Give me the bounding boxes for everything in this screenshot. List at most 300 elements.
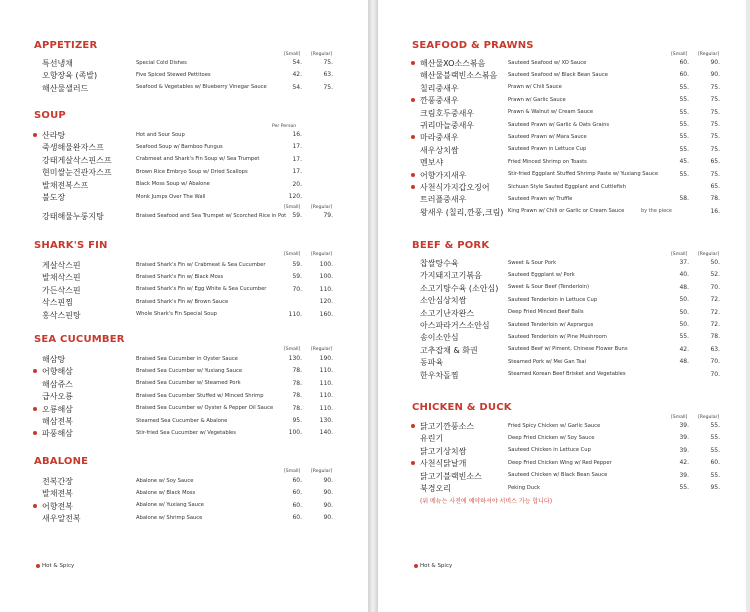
menu-item-row [378, 194, 746, 206]
menu-item-row [378, 132, 746, 144]
section-title: CHICKEN & DUCK [412, 402, 512, 413]
reservation-note: (위 메뉴는 사전에 예약하셔야 서비스 가능 합니다) [420, 498, 553, 506]
item-name-korean: 새우상치쌈 [420, 145, 459, 155]
item-price-regular: 75. [710, 83, 720, 91]
item-name-english: Abalone w/ Soy Sauce [136, 477, 194, 484]
item-price-regular: 160. [319, 310, 333, 318]
menu-item-row [0, 354, 368, 366]
item-price-regular: 95. [710, 484, 720, 491]
menu-item-row [378, 320, 746, 332]
section-title: SEA CUCUMBER [34, 334, 125, 345]
item-price: 17. [292, 155, 302, 163]
legend-label: Hot & Spicy [420, 563, 453, 569]
menu-item-row [0, 513, 368, 525]
item-name-english: Sauteed Chicken in Lettuce Cup [508, 447, 591, 454]
item-price-small: 55. [679, 83, 689, 91]
item-name-english: Peking Duck [508, 484, 540, 491]
item-name-korean: 해산물XO소스볶음 [420, 59, 486, 68]
hot-spicy-icon [411, 185, 415, 189]
menu-item-row [0, 391, 368, 403]
item-name-english: Deep Fried Chicken w/ Soy Sauce [508, 434, 595, 441]
item-price-regular: 70. [710, 283, 720, 291]
item-name-english: Sauteed Eggplant w/ Pork [508, 271, 575, 278]
item-price-small: 37. [679, 259, 689, 266]
item-name-english: Steamed Korean Beef Brisket and Vegetables [508, 371, 626, 378]
item-name-english: Sweet & Sour Pork [508, 259, 557, 266]
item-price-regular: 75. [323, 59, 333, 66]
item-name-korean: 닭고기블랙빈소스 [420, 471, 482, 481]
item-price-small: 48. [679, 283, 689, 291]
item-price-small: 54. [292, 83, 302, 91]
item-name-korean: 홍삭스핀탕 [42, 310, 81, 320]
item-name-korean: 불도장 [42, 193, 66, 202]
item-name-english: Sauteed Beef w/ Piment, Chinese Flower Buns [508, 346, 628, 353]
item-price-small: 58. [679, 195, 689, 203]
item-name-korean: 해삼탕 [42, 355, 66, 364]
item-price-regular: 72. [710, 296, 720, 304]
column-header-small: [Small] [671, 52, 688, 57]
item-name-english: Special Cold Dishes [136, 59, 187, 66]
item-price-regular: 75. [710, 108, 720, 116]
item-name-korean: 산라탕 [42, 131, 66, 140]
item-name-korean: 트러플중새우 [420, 195, 467, 205]
menu-item-row [0, 310, 368, 322]
menu-item-row [378, 182, 746, 194]
item-name-korean: 전복간장 [42, 477, 73, 486]
menu-item-row [378, 108, 746, 120]
column-header-regular: [Regular] [698, 415, 720, 420]
item-name-english: Fried Spicy Chicken w/ Garlic Sauce [508, 422, 601, 429]
column-header-small: [Small] [284, 252, 301, 257]
item-price-small: 78. [292, 379, 302, 387]
item-price: 17. [292, 143, 302, 151]
menu-item-row [0, 501, 368, 513]
item-price: 120. [288, 193, 302, 200]
item-name-korean: 새우알전복 [42, 514, 81, 524]
item-price-regular: 130. [319, 417, 333, 424]
hot-spicy-icon [411, 98, 415, 102]
item-name-english: Braised Shark's Fin w/ Egg White & Sea Cucumber [136, 286, 267, 293]
menu-item-row [0, 379, 368, 391]
item-name-english: Sauteed Seafood w/ XO Sauce [508, 59, 587, 66]
item-price: 16. [292, 131, 302, 138]
item-name-korean: 찹쌀탕수육 [420, 259, 459, 268]
menu-item-row [378, 283, 746, 295]
item-name-korean: 현미쌀눈건관자스프 [42, 168, 112, 178]
item-price-small: 42. [679, 459, 689, 467]
item-name-english: Monk Jumps Over The Wall [136, 193, 206, 200]
item-name-korean: 송이소안심 [420, 333, 459, 343]
item-price-regular: 140. [319, 429, 333, 437]
hot-spicy-icon [414, 564, 418, 568]
item-name-english: Steamed Pork w/ Mei Gan Tsai [508, 358, 586, 365]
item-name-english: Braised Sea Cucumber Stuffed w/ Minced Shrimp [136, 392, 264, 399]
section-title: ABALONE [34, 456, 89, 467]
item-price-regular: 63. [710, 345, 720, 353]
item-name-english: Sichuan Style Sauted Eggplant and Cuttlefish [508, 183, 626, 190]
item-price-small: 70. [292, 285, 302, 293]
item-name-korean: 특선냉채 [42, 59, 73, 68]
hot-spicy-icon [411, 173, 415, 177]
item-name-korean: 강태게살삭스핀스프 [42, 155, 112, 165]
item-name-korean: 크림호두중새우 [420, 108, 475, 118]
item-name-english: Stir-fried Eggplant Stuffed Shrimp Paste w/ Yuxiang Sauce [508, 171, 659, 178]
menu-item-row [378, 471, 746, 483]
item-name-english: Braised Seafood and Sea Trumpet w/ Scorched Rice in Pot [136, 212, 287, 219]
menu-item-row [0, 130, 368, 142]
item-name-korean: 닭고기상치쌈 [420, 446, 467, 456]
column-header-regular: [Regular] [311, 52, 333, 57]
menu-item-row [0, 155, 368, 167]
menu-item-row [378, 433, 746, 445]
column-header-regular: [Regular] [311, 205, 333, 211]
item-price-regular: 110. [319, 379, 333, 387]
item-name-korean: 죽생해물완자스프 [42, 143, 104, 153]
item-price-small: 50. [679, 296, 689, 304]
legend-label: Hot & Spicy [42, 563, 75, 569]
column-header-small: [Small] [284, 52, 301, 57]
item-name-korean: 해산물샐러드 [42, 83, 89, 93]
menu-page-right [378, 0, 746, 612]
column-header-small: [Small] [284, 347, 301, 352]
item-name-korean: 귀리마늘중새우 [420, 121, 475, 130]
item-name-korean: 동파육 [420, 358, 444, 368]
menu-item-row [378, 446, 746, 458]
item-name-english: King Prawn w/ Chili or Garlic or Cream Sauce [508, 208, 625, 215]
item-name-korean: 가지돼지고기볶음 [420, 271, 482, 281]
section-title: SHARK'S FIN [34, 240, 108, 251]
column-header-small: [Small] [284, 205, 301, 211]
item-name-korean: 사천식가지갑오징어 [420, 183, 490, 192]
item-price: 17. [292, 168, 302, 176]
menu-item-row [0, 260, 368, 272]
item-name-english: Crabmeat and Shark's Fin Soup w/ Sea Trumpet [136, 156, 260, 163]
item-price-regular: 90. [323, 514, 333, 522]
item-name-korean: 게살삭스핀 [42, 261, 81, 270]
item-name-korean: 북경오리 [420, 484, 451, 493]
item-price-small: 54. [292, 59, 302, 66]
item-name-korean: 소고기난자완스 [420, 308, 475, 318]
column-header-regular: [Regular] [698, 52, 720, 57]
item-price-small: 42. [679, 345, 689, 353]
item-price-regular: 75. [710, 133, 720, 141]
column-header-small: [Small] [671, 252, 688, 257]
menu-item-row [378, 357, 746, 369]
item-price: 20. [292, 180, 302, 188]
item-price-small: 78. [292, 404, 302, 412]
column-header-per-person: Per Person [272, 124, 297, 129]
menu-item-row [378, 421, 746, 433]
item-name-english: Brown Rice Embryo Soup w/ Dried Scallops [136, 168, 248, 175]
item-price-small: 50. [679, 308, 689, 316]
item-price-small: 130. [288, 355, 302, 362]
menu-page-left [0, 0, 368, 612]
item-price-small: 55. [679, 333, 689, 341]
menu-item-row [0, 272, 368, 284]
item-price-regular: 110. [319, 392, 333, 400]
menu-item-row [378, 70, 746, 82]
menu-item-row [0, 167, 368, 179]
menu-item-row [0, 366, 368, 378]
hot-spicy-icon [411, 424, 415, 428]
item-name-english: Fried Minced Shrimp on Toasts [508, 158, 587, 165]
hot-spicy-icon [33, 431, 37, 435]
item-price-small: 60. [679, 71, 689, 79]
item-price-regular: 79. [323, 212, 333, 220]
item-price-regular: 110. [319, 285, 333, 293]
item-price-small: 55. [679, 170, 689, 178]
item-name-english: Braised Shark's Fin w/ Crabmeat & Sea Cucumber [136, 261, 266, 268]
item-price-small: 39. [679, 422, 689, 429]
item-name-english: Sauteed Prawn w/ Truffle [508, 195, 573, 202]
menu-item-row [378, 258, 746, 270]
menu-item-row [0, 297, 368, 309]
item-price-regular: 120. [319, 298, 333, 306]
item-name-english: Sauteed Prawn in Lettuce Cup [508, 146, 587, 153]
hot-spicy-icon [36, 564, 40, 568]
item-name-korean: 유린기 [420, 434, 444, 444]
item-name-english: Abalone w/ Shrimp Sauce [136, 514, 203, 521]
item-name-english: Braised Sea Cucumber in Oyster Sauce [136, 355, 238, 362]
item-price-regular: 110. [319, 367, 333, 375]
item-name-korean: 발채전복스프 [42, 180, 89, 190]
menu-item-row [378, 458, 746, 470]
menu-item-row [0, 404, 368, 416]
hot-spicy-legend [36, 563, 74, 569]
item-price-small: 48. [679, 358, 689, 366]
item-name-korean: 파풍해삼 [42, 429, 73, 439]
item-name-korean: 해삼전복 [42, 417, 73, 426]
menu-item-row [0, 192, 368, 204]
column-header-regular: [Regular] [311, 347, 333, 352]
item-price-regular: 16. [710, 207, 720, 215]
item-price-small: 95. [292, 417, 302, 424]
item-name-korean: 사천식닭날개 [420, 459, 467, 469]
item-note: by the piece [641, 208, 672, 215]
column-header-regular: [Regular] [311, 469, 333, 474]
item-name-english: Black Moss Soup w/ Abalone [136, 181, 210, 188]
item-price-regular: 70. [710, 370, 720, 378]
item-name-english: Sauteed Seafood w/ Black Bean Sauce [508, 71, 608, 78]
item-price-regular: 72. [710, 308, 720, 316]
column-header-regular: [Regular] [311, 252, 333, 257]
item-name-korean: 해산물블랙빈소스볶음 [420, 71, 498, 81]
item-price-small: 55. [679, 133, 689, 141]
item-price-small: 59. [292, 212, 302, 220]
item-name-english: Hot and Sour Soup [136, 131, 185, 138]
item-name-english: Abalone w/ Yuxiang Sauce [136, 502, 204, 509]
item-name-korean: 해삼쥬스 [42, 379, 73, 389]
item-price-small: 39. [679, 446, 689, 454]
menu-item-row [378, 370, 746, 382]
item-price-small: 60. [292, 489, 302, 497]
item-price-regular: 90. [323, 501, 333, 509]
column-header-small: [Small] [671, 415, 688, 420]
item-price-regular: 60. [710, 459, 720, 467]
menu-item-row [378, 157, 746, 169]
item-name-korean: 아스파라거스소안심 [420, 321, 490, 330]
item-price-regular: 190. [319, 355, 333, 362]
item-name-korean: 어향전복 [42, 501, 73, 511]
item-name-korean: 소안심상치쌈 [420, 296, 467, 306]
hot-spicy-icon [33, 133, 37, 137]
item-name-korean: 깐풍중새우 [420, 96, 459, 106]
menu-item-row [0, 211, 368, 223]
menu-item-row [378, 58, 746, 70]
item-name-english: Five Spiced Stewed Pettitoes [136, 71, 211, 78]
menu-item-row [378, 95, 746, 107]
item-price-regular: 100. [319, 273, 333, 281]
item-name-english: Braised Sea Cucumber w/ Oyster & Pepper Oil Sauce [136, 405, 274, 412]
item-price-regular: 65. [710, 183, 720, 190]
item-price-small: 42. [292, 71, 302, 79]
item-name-english: Sweet & Sour Beef (Tenderloin) [508, 284, 590, 291]
item-name-korean: 오룡해삼 [42, 404, 73, 414]
column-header-regular: [Regular] [698, 252, 720, 257]
item-price-regular: 55. [710, 434, 720, 442]
item-price-small: 110. [288, 310, 302, 318]
item-name-korean: 삭스핀찜 [42, 298, 73, 308]
item-price-regular: 75. [710, 145, 720, 153]
item-name-korean: 왕새우 (칠리,깐풍,크림) [420, 207, 504, 217]
item-name-korean: 한우차돌찜 [420, 370, 459, 380]
item-price-regular: 52. [710, 271, 720, 279]
item-price-regular: 90. [710, 71, 720, 79]
item-price-regular: 63. [323, 71, 333, 79]
section-title: SOUP [34, 110, 66, 121]
column-header-small: [Small] [284, 469, 301, 474]
item-price-small: 60. [292, 477, 302, 484]
item-name-english: Deep Fried Chicken Wing w/ Red Pepper [508, 459, 612, 466]
item-name-english: Prawn w/ Chili Sauce [508, 84, 562, 91]
item-name-english: Braised Shark's Fin w/ Black Moss [136, 273, 224, 280]
item-name-english: Abalone w/ Black Moss [136, 489, 196, 496]
item-name-english: Prawn & Walnut w/ Cream Sauce [508, 109, 594, 116]
item-name-english: Deep Fried Minced Beef Balls [508, 309, 584, 316]
item-price-small: 55. [679, 145, 689, 153]
item-name-korean: 오향장육 (족발) [42, 71, 98, 81]
item-price-regular: 75. [710, 170, 720, 178]
item-price-regular: 75. [323, 83, 333, 91]
item-price-regular: 90. [323, 489, 333, 497]
item-name-korean: 강태해물누룽지탕 [42, 212, 104, 222]
item-name-english: Steamed Sea Cucumber & Abalone [136, 417, 228, 424]
item-name-english: Seafood & Vegetables w/ Blueberry Vinegar Sauce [136, 84, 267, 91]
item-price-small: 78. [292, 392, 302, 400]
item-price-regular: 55. [710, 446, 720, 454]
item-price-regular: 90. [323, 477, 333, 484]
item-name-english: Sauteed Prawn w/ Garlic & Oats Grains [508, 121, 610, 128]
menu-item-row [0, 142, 368, 154]
item-name-korean: 멘보샤 [420, 158, 444, 168]
item-name-korean: 어향가지새우 [420, 170, 467, 180]
item-price-regular: 65. [710, 158, 720, 166]
hot-spicy-icon [33, 369, 37, 373]
menu-item-row [0, 83, 368, 95]
hot-spicy-icon [411, 135, 415, 139]
item-price-regular: 90. [710, 59, 720, 66]
item-price-regular: 50. [710, 259, 720, 266]
item-price-small: 40. [679, 271, 689, 279]
item-name-english: Sauteed Chicken w/ Black Bean Sauce [508, 472, 608, 479]
menu-item-row [378, 345, 746, 357]
hot-spicy-icon [33, 504, 37, 508]
menu-item-row [0, 416, 368, 428]
menu-item-row [0, 476, 368, 488]
menu-item-row [378, 270, 746, 282]
item-price-small: 45. [679, 158, 689, 166]
item-name-english: Prawn w/ Garlic Sauce [508, 96, 566, 103]
menu-item-row [378, 120, 746, 132]
item-price-small: 50. [679, 321, 689, 328]
menu-item-row [378, 483, 746, 495]
item-price-small: 59. [292, 273, 302, 281]
item-name-english: Whole Shark's Fin Special Soup [136, 311, 217, 318]
item-name-korean: 소고기탕수육 (소안심) [420, 283, 499, 293]
item-name-english: Braised Sea Cucumber w/ Steamed Pork [136, 380, 241, 387]
item-name-korean: 가든삭스핀 [42, 285, 81, 295]
item-price-regular: 75. [710, 121, 720, 128]
item-price-regular: 110. [319, 404, 333, 412]
menu-item-row [378, 83, 746, 95]
menu-item-row [0, 428, 368, 440]
item-name-english: Braised Shark's Fin w/ Brown Sauce [136, 298, 229, 305]
menu-item-row [0, 180, 368, 192]
item-price-regular: 55. [710, 471, 720, 479]
item-name-korean: 마라중새우 [420, 133, 459, 143]
item-name-korean: 어향해삼 [42, 367, 73, 377]
item-name-english: Braised Sea Cucumber w/ Yuxiang Sauce [136, 367, 243, 374]
item-name-english: Stir-fried Sea Cucumber w/ Vegetables [136, 429, 236, 436]
item-price-small: 60. [292, 501, 302, 509]
menu-item-row [0, 58, 368, 70]
item-name-korean: 닭고기깐풍소스 [420, 422, 475, 431]
menu-item-row [378, 207, 746, 219]
item-name-english: Sauteed Tenderloin w/ Asprargus [508, 321, 594, 328]
item-price-small: 78. [292, 367, 302, 375]
menu-item-row [0, 70, 368, 82]
hot-spicy-icon [411, 61, 415, 65]
section-title: BEEF & PORK [412, 240, 490, 251]
menu-item-row [378, 295, 746, 307]
page-gutter [368, 0, 378, 612]
item-price-regular: 72. [710, 321, 720, 328]
menu-item-row [378, 332, 746, 344]
item-name-korean: 발채삭스핀 [42, 273, 81, 283]
item-price-small: 55. [679, 96, 689, 104]
hot-spicy-legend [414, 563, 452, 569]
item-name-english: Sauteed Tenderloin w/ Pine Mushroom [508, 333, 607, 340]
item-price-small: 39. [679, 471, 689, 479]
hot-spicy-icon [33, 407, 37, 411]
section-title: SEAFOOD & PRAWNS [412, 40, 534, 51]
menu-item-row [378, 145, 746, 157]
item-price-small: 100. [288, 429, 302, 437]
item-name-english: Seafood Soup w/ Bamboo Fungus [136, 143, 223, 150]
item-price-small: 60. [292, 514, 302, 522]
item-price-small: 55. [679, 484, 689, 491]
item-price-small: 55. [679, 108, 689, 116]
item-price-small: 39. [679, 434, 689, 442]
menu-item-row [378, 308, 746, 320]
item-name-english: Sauteed Prawn w/ Mara Sauce [508, 133, 587, 140]
item-price-small: 60. [679, 59, 689, 66]
hot-spicy-icon [411, 461, 415, 465]
item-price-regular: 70. [710, 358, 720, 366]
item-price-regular: 100. [319, 261, 333, 268]
item-price-small: 59. [292, 261, 302, 268]
item-name-korean: 칠리중새우 [420, 83, 459, 93]
